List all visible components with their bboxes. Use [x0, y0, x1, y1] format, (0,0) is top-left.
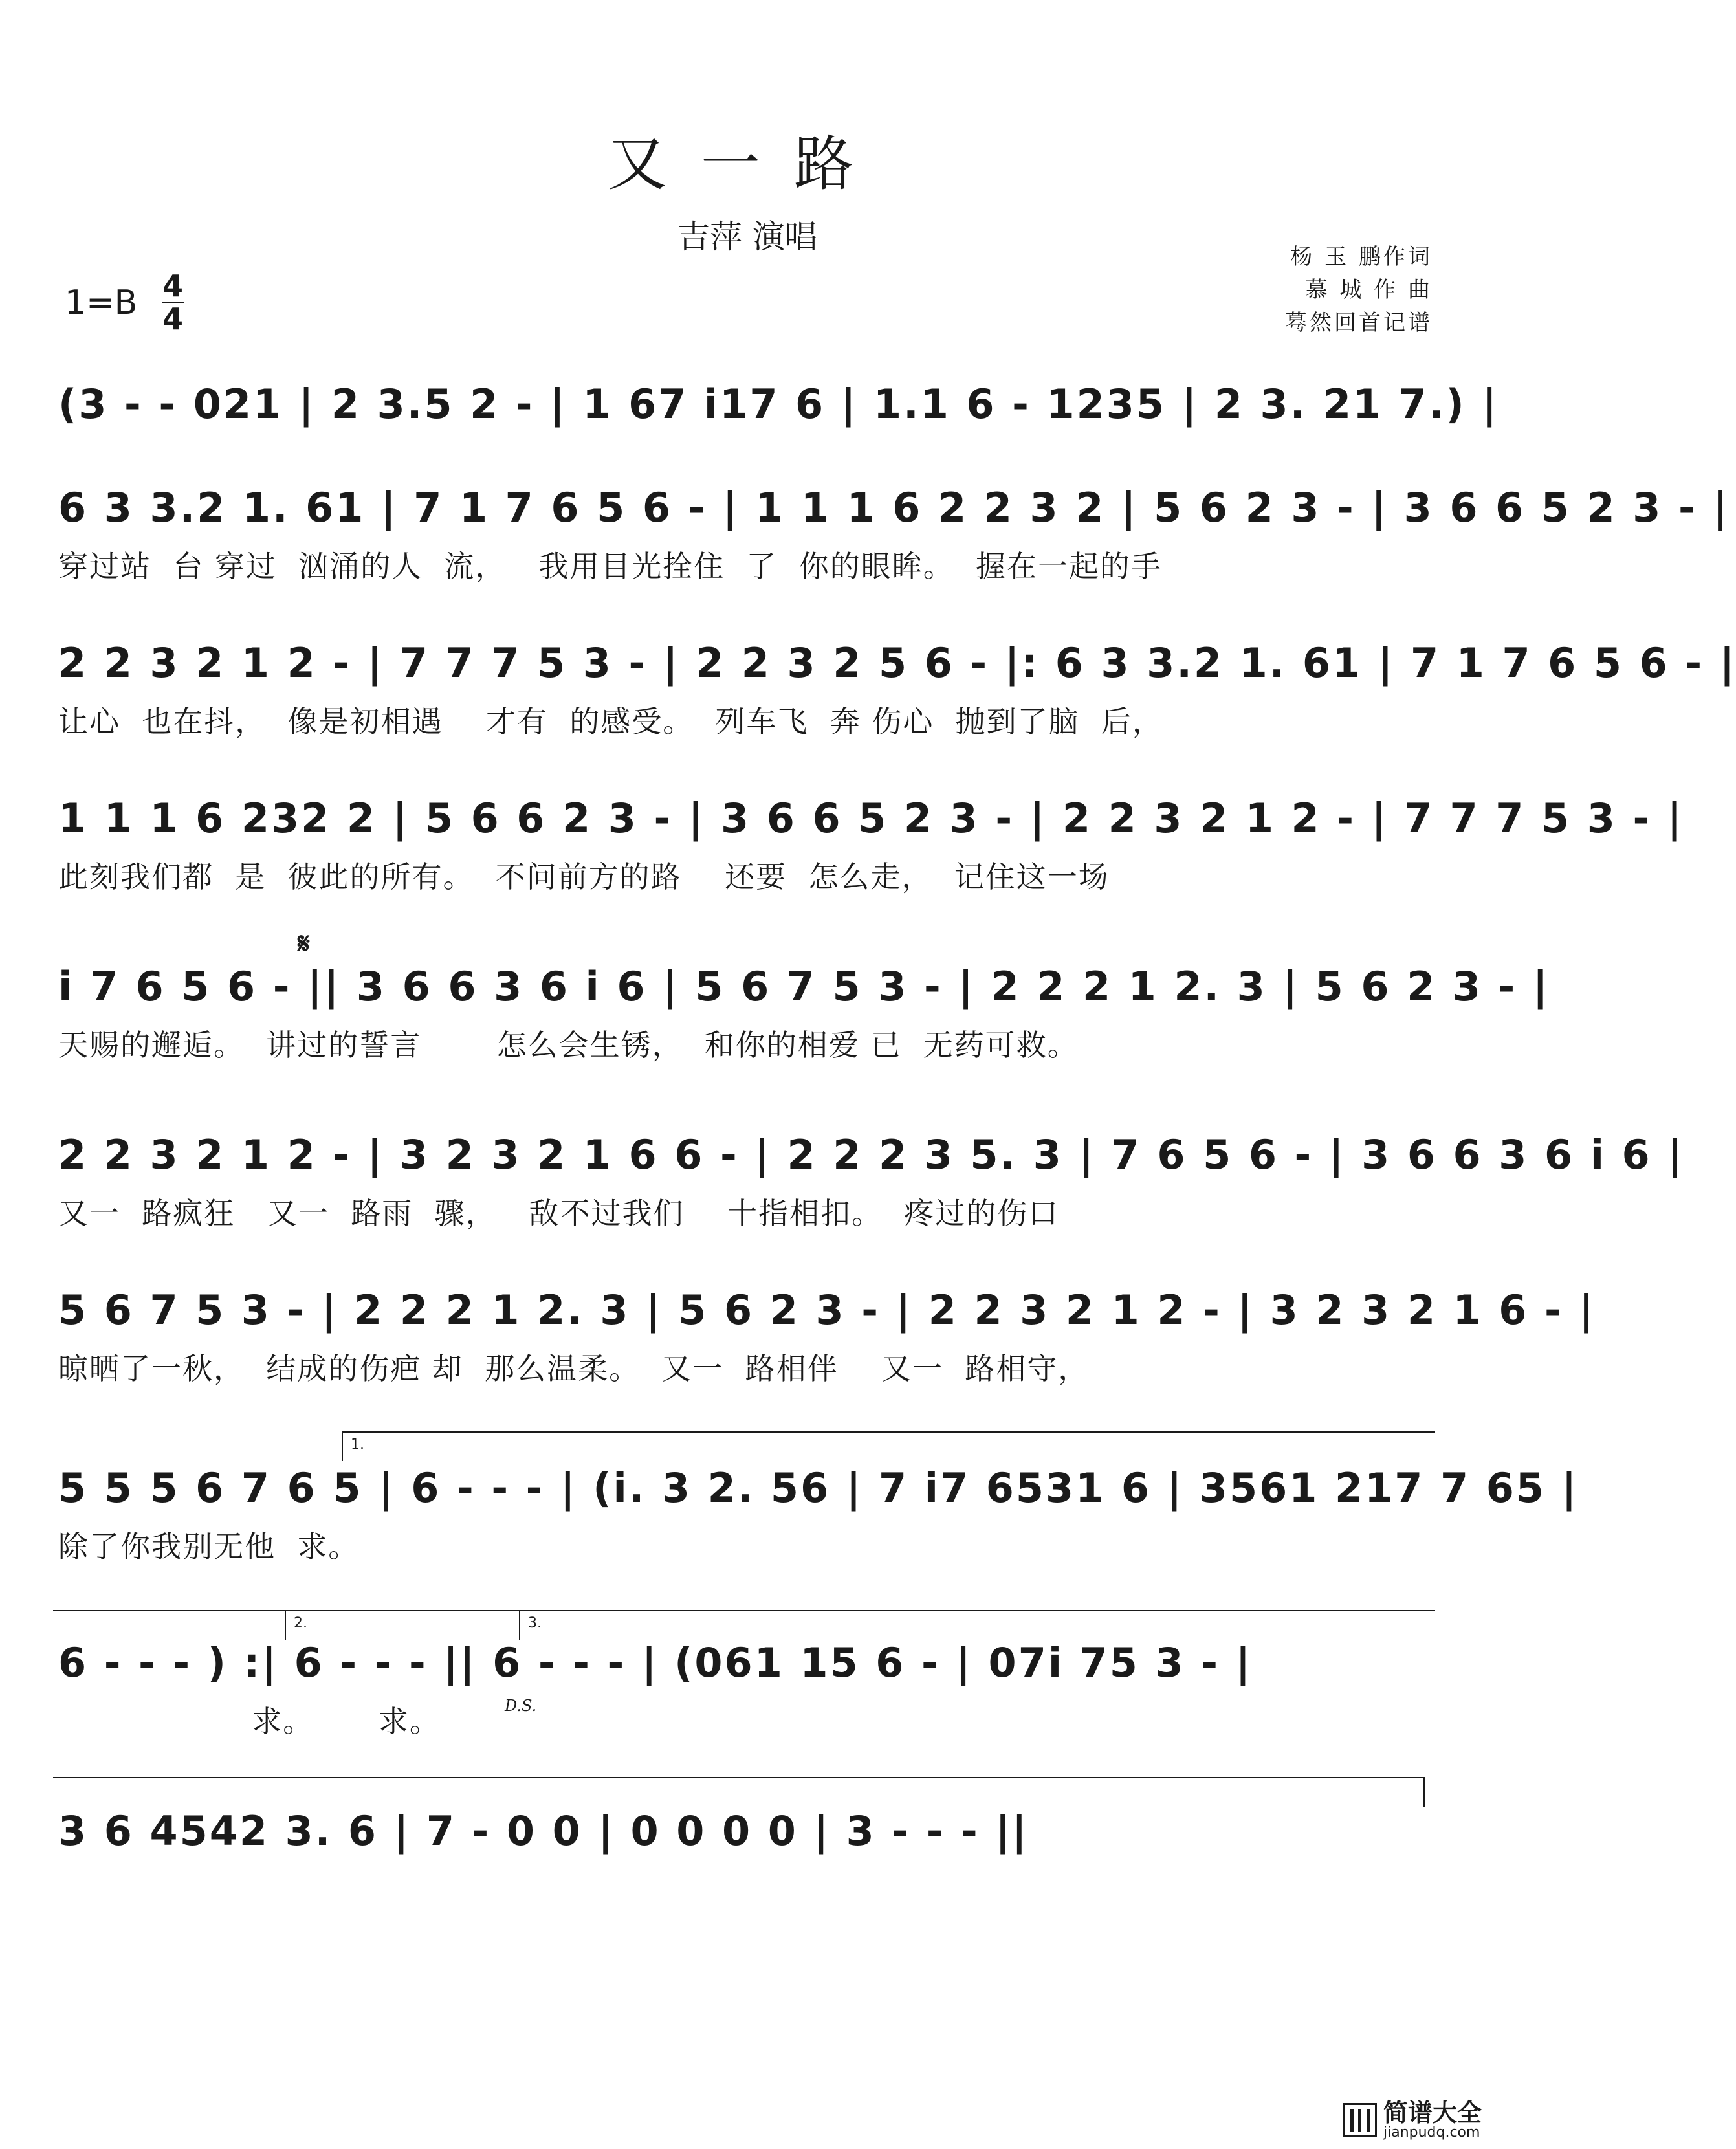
volta-bracket-continued [53, 1610, 1435, 1611]
logo-text: 简谱大全 [1383, 2099, 1482, 2127]
lyrics-line: 除了你我别无他 求。 [58, 1529, 360, 1564]
notation-line: 1 1 1 6 232 2 | 5 6 6 2 3 - | 3 6 6 5 2 3 - | 2 2 3 2 1 2 - | 7 7 7 5 3 - | [58, 795, 1684, 842]
logo-url: jianpudq.com [1383, 2124, 1480, 2141]
song-title: 又一路 [607, 129, 887, 199]
key-signature: 1=B [65, 283, 138, 322]
volta-tick [285, 1610, 286, 1640]
composer-credit: 慕 城 作 曲 [1305, 277, 1433, 303]
volta-label-3: 3. [528, 1615, 542, 1631]
lyrics-line: 穿过站 台 穿过 汹涌的人 流， 我用目光拴住 了 你的眼眸。 握在一起的手 [58, 549, 1162, 584]
singer-line: 吉萍 演唱 [677, 218, 817, 256]
time-signature-bottom: 4 [162, 302, 183, 336]
volta-bracket-1 [342, 1431, 1435, 1433]
lyrics-line [58, 443, 1436, 482]
volta-label-2: 2. [294, 1615, 307, 1631]
ds-mark: D.S. [505, 1697, 537, 1715]
notation-line: 2 2 3 2 1 2 - | 3 2 3 2 1 6 6 - | 2 2 2 3 5. 3 | 7 6 5 6 - | 3 6 6 3 6 i 6 | [58, 1131, 1684, 1178]
notation-line: 6 - - - ) :| 6 - - - || 6 - - - | (061 15 6 - | 07i 75 3 - | [58, 1639, 1253, 1686]
notation-line: (3 - - 021 | 2 3.5 2 - | 1 67 i17 6 | 1.1 6 - 1235 | 2 3. 21 7.) | [58, 380, 1499, 428]
lyrics-line: 晾晒了一秋， 结成的伤疤 却 那么温柔。 又一 路相伴 又一 路相守， [58, 1351, 1090, 1386]
volta-tick [519, 1610, 520, 1640]
notation-line: 3 6 4542 3. 6 | 7 - 0 0 | 0 0 0 0 | 3 - - - || [58, 1807, 1029, 1855]
lyrics-line: 又一 路疯狂 又一 路雨 骤， 敌不过我们 十指相扣。 疼过的伤口 [58, 1196, 1060, 1231]
segno-mark: 𝄋 [298, 927, 310, 960]
volta-tick [342, 1431, 343, 1461]
site-logo [1343, 2100, 1482, 2140]
coda-bracket [53, 1777, 1425, 1778]
piano-keys-icon [1343, 2103, 1377, 2137]
time-signature-top: 4 [162, 269, 183, 303]
lyrics-line: 求。 求。 [58, 1704, 441, 1739]
lyricist-credit: 杨 玉 鹏作词 [1290, 244, 1433, 270]
credits [1285, 241, 1433, 340]
notation-line: 5 5 5 6 7 6 5 | 6 - - - | (i. 3 2. 56 | 7 i7 6531 6 | 3561 217 7 65 | [58, 1464, 1579, 1512]
volta-label-1: 1. [351, 1437, 364, 1453]
notation-line: 5 6 7 5 3 - | 2 2 2 1 2. 3 | 5 6 2 3 - | 2 2 3 2 1 2 - | 3 2 3 2 1 6 - | [58, 1286, 1596, 1334]
notation-line: 2 2 3 2 1 2 - | 7 7 7 5 3 - | 2 2 3 2 5 6 - |: 6 3 3.2 1. 61 | 7 1 7 6 5 6 - | [58, 639, 1736, 687]
time-signature [162, 270, 184, 335]
lyrics-line: 此刻我们都 是 彼此的所有。 不问前方的路 还要 怎么走， 记住这一场 [58, 859, 1110, 894]
notation-line: 6 3 3.2 1. 61 | 7 1 7 6 5 6 - | 1 1 1 6 2 2 3 2 | 5 6 2 3 - | 3 6 6 5 2 3 - | [58, 484, 1730, 531]
coda-tick [1423, 1777, 1425, 1807]
transcriber-credit: 蓦然回首记谱 [1285, 310, 1433, 336]
lyrics-line: 让心 也在抖， 像是初相遇 才有 的感受。 列车飞 奔 伤心 抛到了脑 后， [58, 704, 1163, 739]
notation-line: i 7 6 5 6 - || 3 6 6 3 6 i 6 | 5 6 7 5 3 - | 2 2 2 1 2. 3 | 5 6 2 3 - | [58, 963, 1550, 1010]
lyrics-line: 天赐的邂逅。 讲过的誓言 怎么会生锈， 和你的相爱 已 无药可救。 [58, 1028, 1079, 1063]
